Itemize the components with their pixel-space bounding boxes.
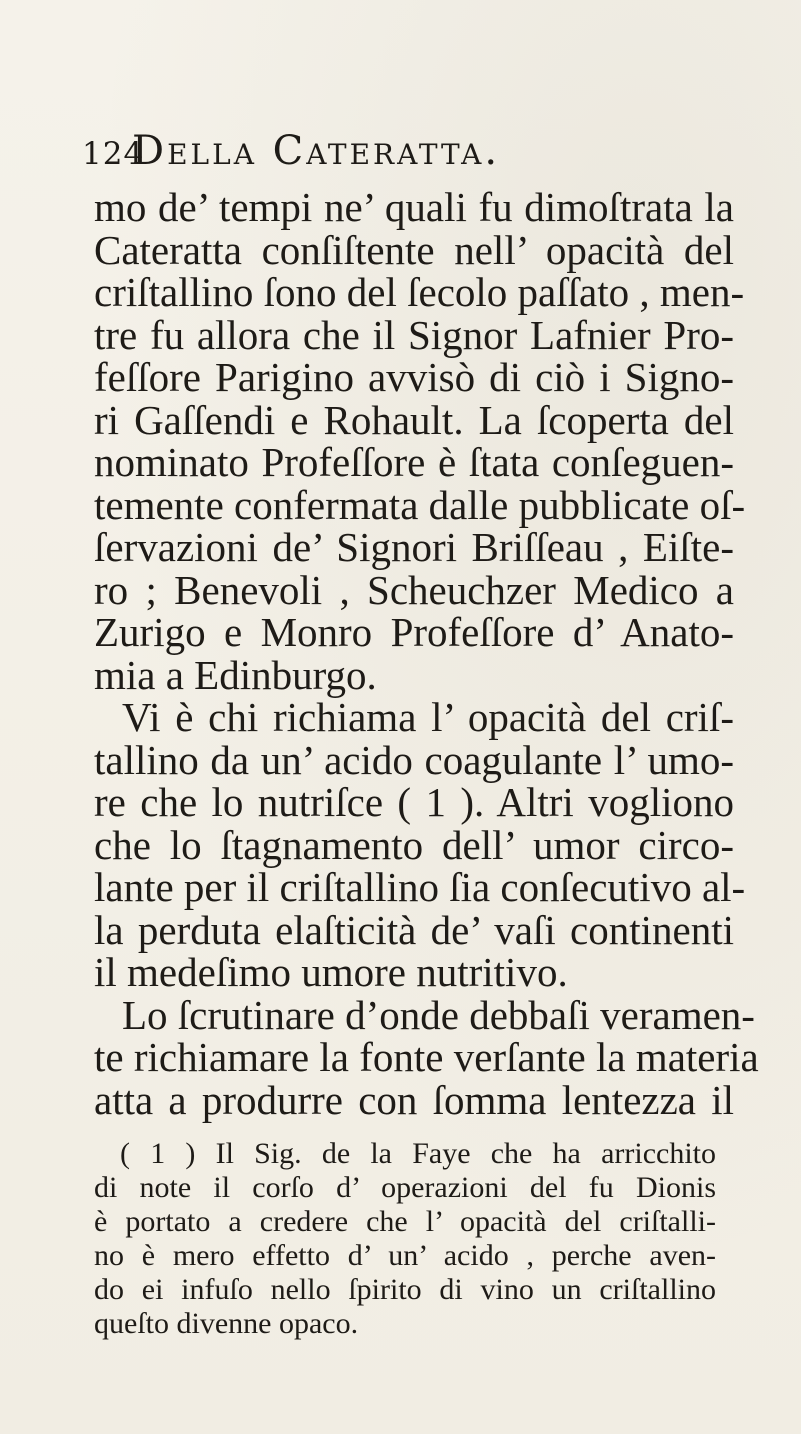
text-line: la perduta elaſticità de’ vaſi continenti (94, 906, 734, 953)
text-line: mia a Edinburgo. (94, 651, 377, 698)
text-line: lante per il criſtallino ſia conſecutivo al- (94, 864, 746, 910)
text-line: temente confermata dalle pubblicate oſ- (94, 481, 746, 528)
text-line: atta a produrre con ſomma lentezza il (94, 1076, 734, 1123)
text-line: criſtallino ſono del ſecolo paſſato , men- (94, 269, 745, 315)
text-line: feſſore Parigino avvisò di ciò i Signo- (94, 354, 734, 400)
text-line: che lo ſtagnamento dell’ umor circo- (94, 821, 734, 868)
text-line: ſervazioni de’ Signori Briſſeau , Eiſte- (94, 524, 734, 570)
page-header (82, 128, 662, 172)
footnote-line: do ei infuſo nello ſpirito di vino un criſtallino (94, 1273, 716, 1306)
text-line: tre fu allora che il Signor Lafnier Pro- (94, 311, 734, 358)
text-line: Cateratta conſiſtente nell’ opacità del (94, 226, 734, 273)
footnote-line: di note il corſo d’ operazioni del fu Dionis (94, 1171, 716, 1204)
footnote (94, 1137, 716, 1341)
text-line: ro ; Benevoli , Scheuchzer Medico a (94, 566, 734, 613)
text-line: Zurigo e Monro Profeſſore d’ Anato- (94, 609, 734, 655)
page-number: 124 (82, 136, 145, 172)
text-line: ri Gaſſendi e Rohault. La ſcoperta del (94, 396, 734, 443)
paragraph-start-line: Lo ſcrutinare d’onde debbaſi veramen- (122, 991, 755, 1038)
running-head: Della Cateratta. (132, 128, 501, 174)
text-line: il medeſimo umore nutritivo. (94, 949, 568, 995)
footnote-line: queſto divenne opaco. (94, 1307, 359, 1340)
footnote-line: è portato a credere che l’ opacità del criſtalli- (94, 1205, 716, 1238)
footnote-line: ( 1 ) Il Sig. de la Faye che ha arricchito (120, 1137, 716, 1170)
text-line: mo de’ tempi ne’ quali fu dimoſtrata la (94, 184, 734, 230)
paragraph-start-line: Vi è chi richiama l’ opacità del criſ- (122, 694, 734, 740)
text-line: nominato Profeſſore è ſtata conſeguen- (94, 439, 734, 485)
text-line: te richiamare la fonte verſante la materia (94, 1034, 759, 1080)
text-line: tallino da un’ acido coagulante l’ umo- (94, 736, 734, 783)
text-line: re che lo nutriſce ( 1 ). Altri vogliono (94, 779, 734, 825)
main-text (94, 184, 759, 1123)
footnote-line: no è mero effetto d’ un’ acido , perche aven- (94, 1239, 716, 1272)
